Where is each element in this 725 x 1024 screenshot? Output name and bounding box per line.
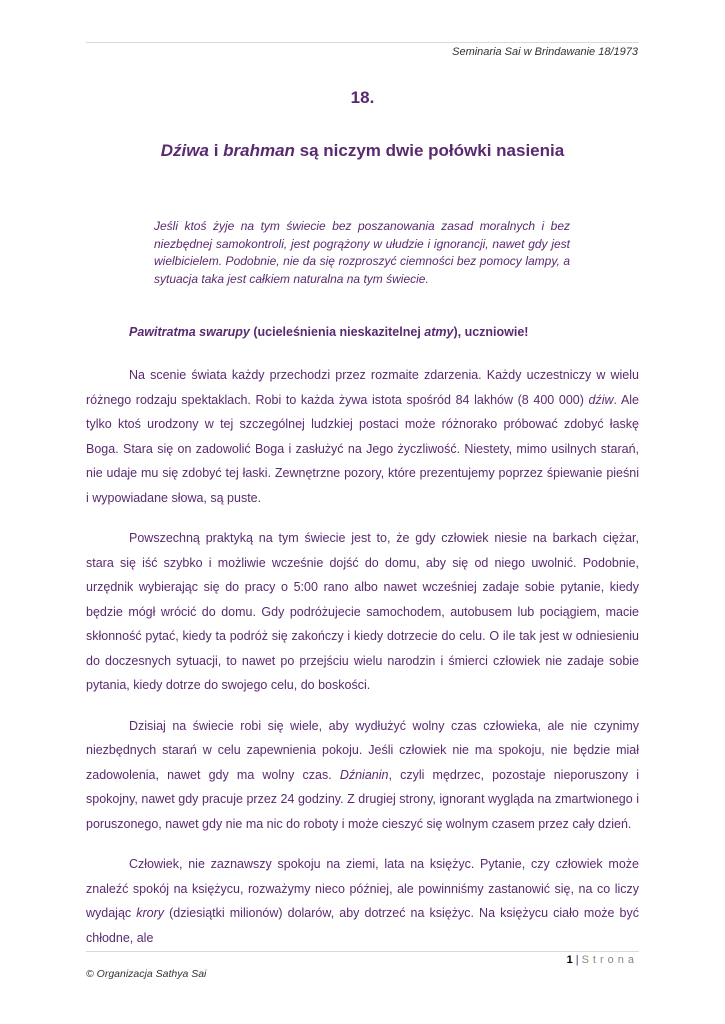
- salutation: [129, 325, 528, 339]
- paragraph-1: [86, 363, 639, 510]
- paragraph-3-text-a: Dzisiaj na świecie robi się wiele, aby wydłużyć wolny czas człowieka, ale nie czynimy niezbędnych starań w celu zapewnienia pokoju. Jeśli człowiek nie ma spokoju, nie będzie miał zadowolenia, nawet gdy ma wolny czas.: [86, 718, 639, 782]
- body-text: [86, 363, 639, 966]
- epigraph-quote: Jeśli ktoś żyje na tym świecie bez poszanowania zasad moralnych i bez niezbędnej samokontroli, jest pogrążony w ułudzie i ignorancji, nawet gdy jest wielbicielem. Podobnie, nie da się rozproszyć ciemności bez pomocy lampy, a sytuacja taka jest całkiem naturalna na tym świecie.: [154, 219, 570, 286]
- term-krory: krory: [136, 906, 165, 920]
- page-number-separator: |: [575, 954, 580, 966]
- page-number: [567, 954, 638, 966]
- salutation-atma: atmy: [424, 325, 454, 339]
- running-header: Seminaria Sai w Brindawanie 18/1973: [452, 46, 638, 58]
- salutation-term: Pawitratma swarupy: [129, 325, 250, 339]
- footer-organization: © Organizacja Sathya Sai: [86, 968, 207, 980]
- title-conj: i: [208, 141, 224, 160]
- paragraph-4-text-b: (dziesiątki milionów) dolarów, aby dotrzeć na księżyc. Na księżycu ciało może być chłodne, ale: [86, 906, 640, 945]
- paragraph-4: [86, 852, 639, 950]
- chapter-number: 18.: [350, 88, 375, 107]
- term-dziw: dźiw: [588, 392, 614, 407]
- title-term-brahman: brahman: [223, 141, 295, 160]
- salutation-end: ), uczniowie!: [453, 325, 529, 339]
- term-dznianin: Dźnianin: [339, 767, 389, 782]
- page-label: Strona: [581, 954, 638, 966]
- paragraph-2: Powszechną praktyką na tym świecie jest to, że gdy człowiek niesie na barkach ciężar, stara się iść szybko i możliwie wcześnie dojść do domu, aby się od niego uwolnić. Podobnie, urzędnik wybierając się do pracy o 5:00 rano albo nawet wcześniej zadaje sobie pytanie, kiedy będzie mógł wrócić do domu. Gdy podróżujecie samochodem, autobusem lub pociągiem, macie skłonność pytać, kiedy ta podróż się zakończy i kiedy dotrzecie do celu. O ile tak jest w odniesieniu do doczesnych sytuacji, to nawet po przejściu wielu narodzin i śmierci człowiek nie zadaje sobie pytania, kiedy dotrze do swojego celu, do boskości.: [86, 531, 639, 692]
- title-rest: są niczym dwie połówki nasienia: [294, 141, 565, 160]
- paragraph-3-text-b: , czyli mędrzec, pozostaje nieporuszony i spokojny, nawet gdy pracuje przez 24 godziny. Z drugiej strony, ignorant wygląda na zmartwionego i poruszonego, nawet gdy nie ma nic do roboty i może cieszyć się wolnym czasem przez cały dzień.: [86, 767, 639, 831]
- footer-rule: [86, 951, 639, 952]
- salutation-text: (ucieleśnienia nieskazitelnej: [249, 325, 425, 339]
- paragraph-1-text-b: . Ale tylko ktoś urodzony w tej szczególnej ludzkiej postaci może różnorako próbować zdobyć łaskę Boga. Stara się on zadowolić Boga i zasłużyć na Jego życzliwość. Niestety, mimo usilnych starań, nie udaje mu się zdobyć tej łaski. Zewnętrzne pozory, które prezentujemy poprzez śpiewanie pieśni i wypowiadane słowa, są puste.: [86, 392, 640, 505]
- page-number-value: 1: [566, 954, 574, 966]
- chapter-title: [0, 141, 725, 161]
- paragraph-1-text-a: Na scenie świata każdy przechodzi przez rozmaite zdarzenia. Każdy uczestniczy w wielu różnego rodzaju spektaklach. Robi to każda żywa istota spośród 84 lakhów (8 400 000): [86, 368, 639, 407]
- paragraph-3: [86, 714, 639, 837]
- paragraph-4-text-a: Człowiek, nie zaznawszy spokoju na ziemi, lata na księżyc. Pytanie, czy człowiek może znaleźć spokój na księżycu, rozważymy nieco później, ale powinniśmy zastanowić się, na co liczy wydając: [86, 857, 639, 920]
- title-term-dziwa: Dźiwa: [160, 141, 209, 160]
- header-rule: [86, 42, 639, 43]
